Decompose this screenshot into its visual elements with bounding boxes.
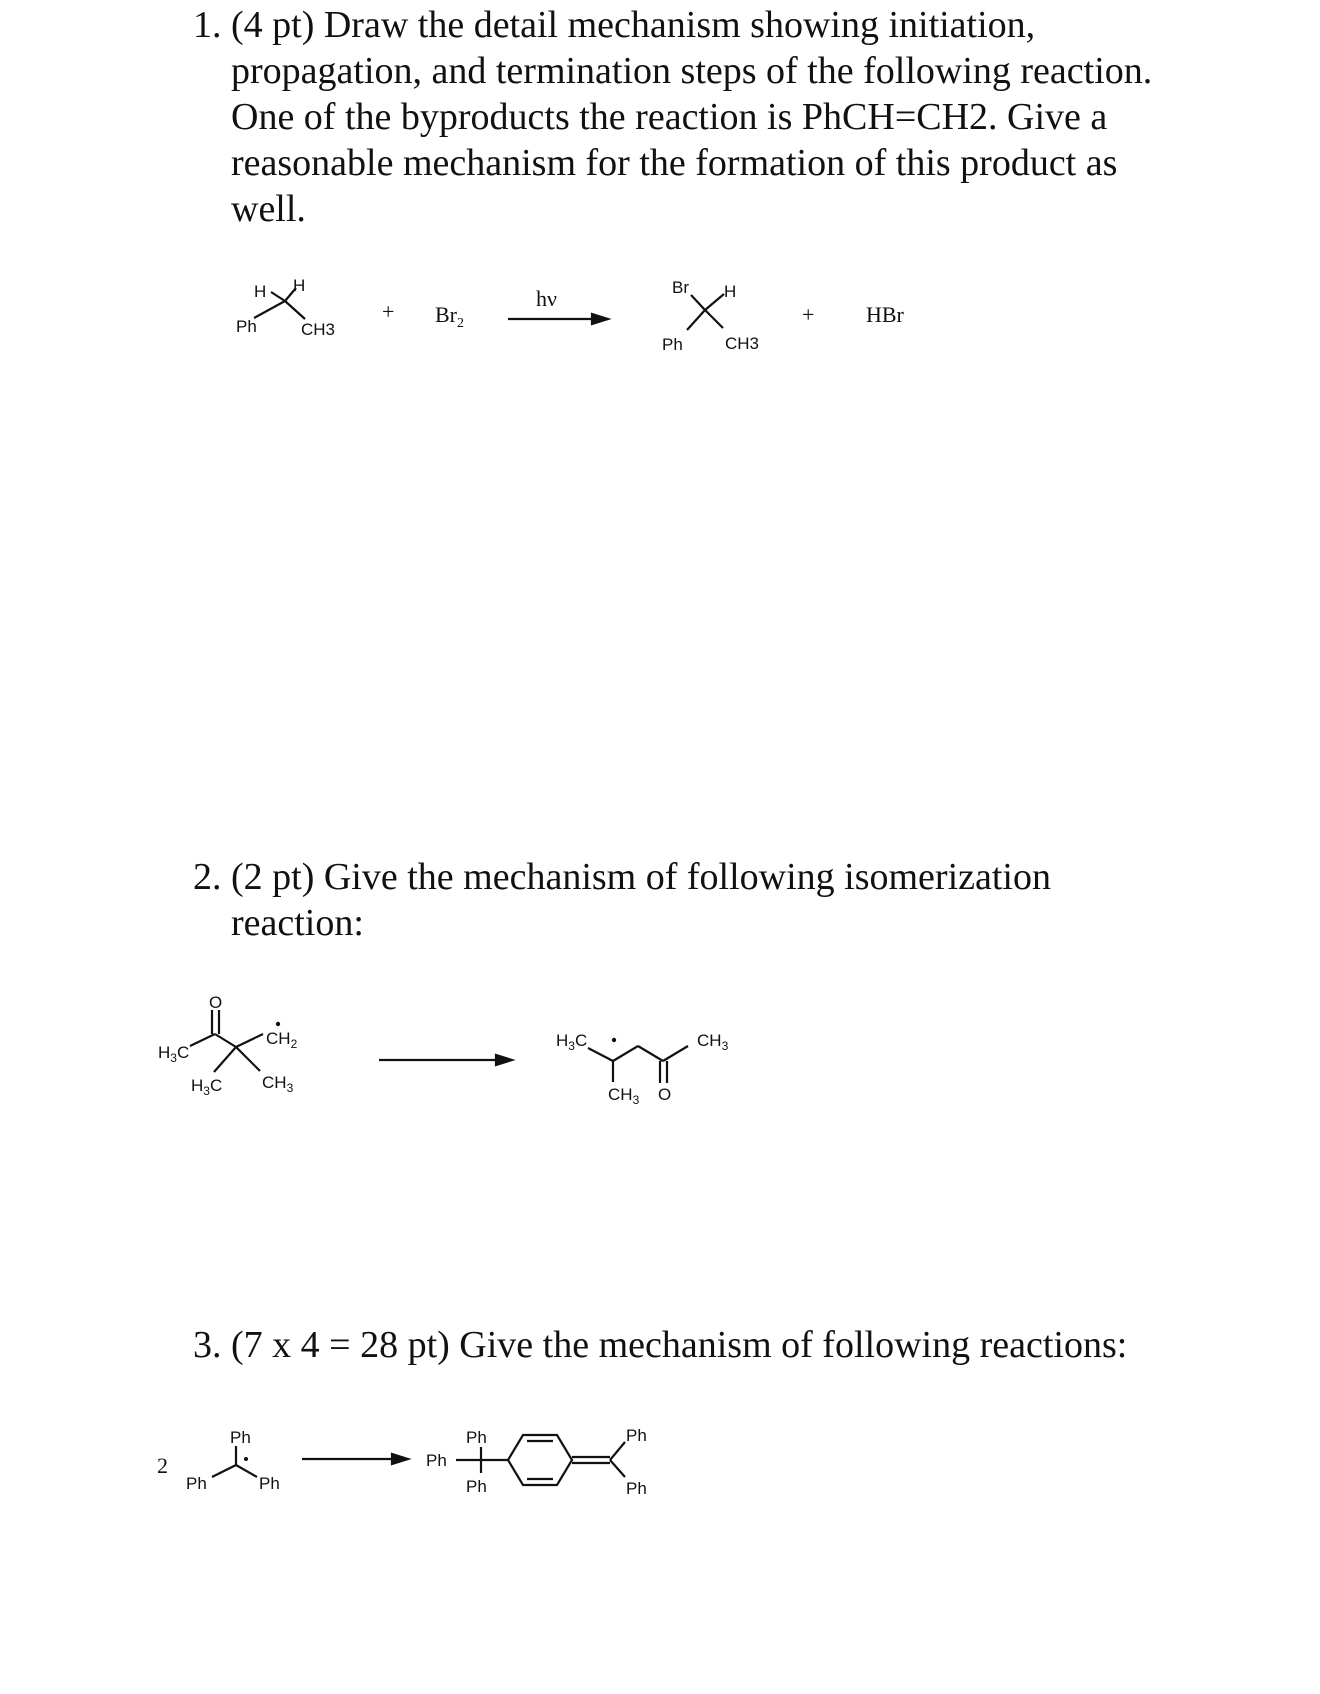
reactant2-h3c-left: $H_3C$: [158, 1043, 190, 1065]
reactant2-ch3: $CH_3$: [262, 1073, 294, 1095]
product2-ch3-lower: $CH_3$: [608, 1085, 640, 1107]
product-h: H: [724, 282, 737, 301]
radical-dot-3: [244, 1457, 248, 1461]
product3-ph-top: Ph: [466, 1428, 487, 1447]
plus-sign-1: +: [382, 299, 395, 324]
reaction-3-product: [426, 1426, 647, 1498]
product2-h3c: $H_3C$: [556, 1031, 588, 1053]
reactant2-ch2: $CH_2$: [266, 1029, 298, 1051]
product2-ch3-right: $CH_3$: [697, 1031, 729, 1053]
question-3-text: (7 x 4 = 28 pt) Give the mechanism of following reactions:: [231, 1324, 1128, 1366]
reactant-coefficient: 2: [157, 1453, 168, 1478]
product-ph: Ph: [662, 335, 683, 354]
question-3-number: 3.: [193, 1324, 222, 1366]
question-2-number: 2.: [193, 856, 222, 898]
reactant2-h3c-lower: $H_3C$: [191, 1076, 223, 1098]
product3-ph-lower-right: Ph: [626, 1479, 647, 1498]
reactant-ph: Ph: [236, 317, 257, 336]
reactant3-ph-left: Ph: [186, 1474, 207, 1493]
plus-sign-2: +: [802, 302, 815, 327]
reactant3-ph-top: Ph: [230, 1428, 251, 1447]
reactant-h-left: H: [254, 282, 267, 301]
reactant-ch3: CH3: [301, 320, 336, 339]
reactant2-o: O: [209, 993, 223, 1012]
reactant3-ph-right: Ph: [259, 1474, 280, 1493]
question-1-number: 1.: [193, 4, 222, 46]
condition-hv: hν: [536, 286, 557, 311]
question-1-text: (4 pt) Draw the detail mechanism showing initiation, propagation, and termination steps of the following reaction. One of the byproducts the reaction is PhCH=CH2. Give a reasonable mechanism for the formation of this product as well.: [231, 4, 1153, 230]
reagent-br2: $Br_2$: [435, 302, 464, 331]
product-br: Br: [672, 278, 689, 297]
question-2-text: (2 pt) Give the mechanism of following isomerization reaction:: [231, 856, 1051, 944]
product2-o: O: [658, 1085, 672, 1104]
reaction-3-reactant: [186, 1428, 280, 1493]
byproduct-hbr: HBr: [866, 302, 904, 327]
product-ch3: CH3: [725, 334, 760, 353]
reactant-h-right: H: [293, 276, 306, 295]
reaction-3-arrow: [302, 1454, 408, 1464]
product3-ph-left: Ph: [426, 1451, 447, 1470]
product3-ph-upper-right: Ph: [626, 1426, 647, 1445]
product3-ph-bottom: Ph: [466, 1477, 487, 1496]
